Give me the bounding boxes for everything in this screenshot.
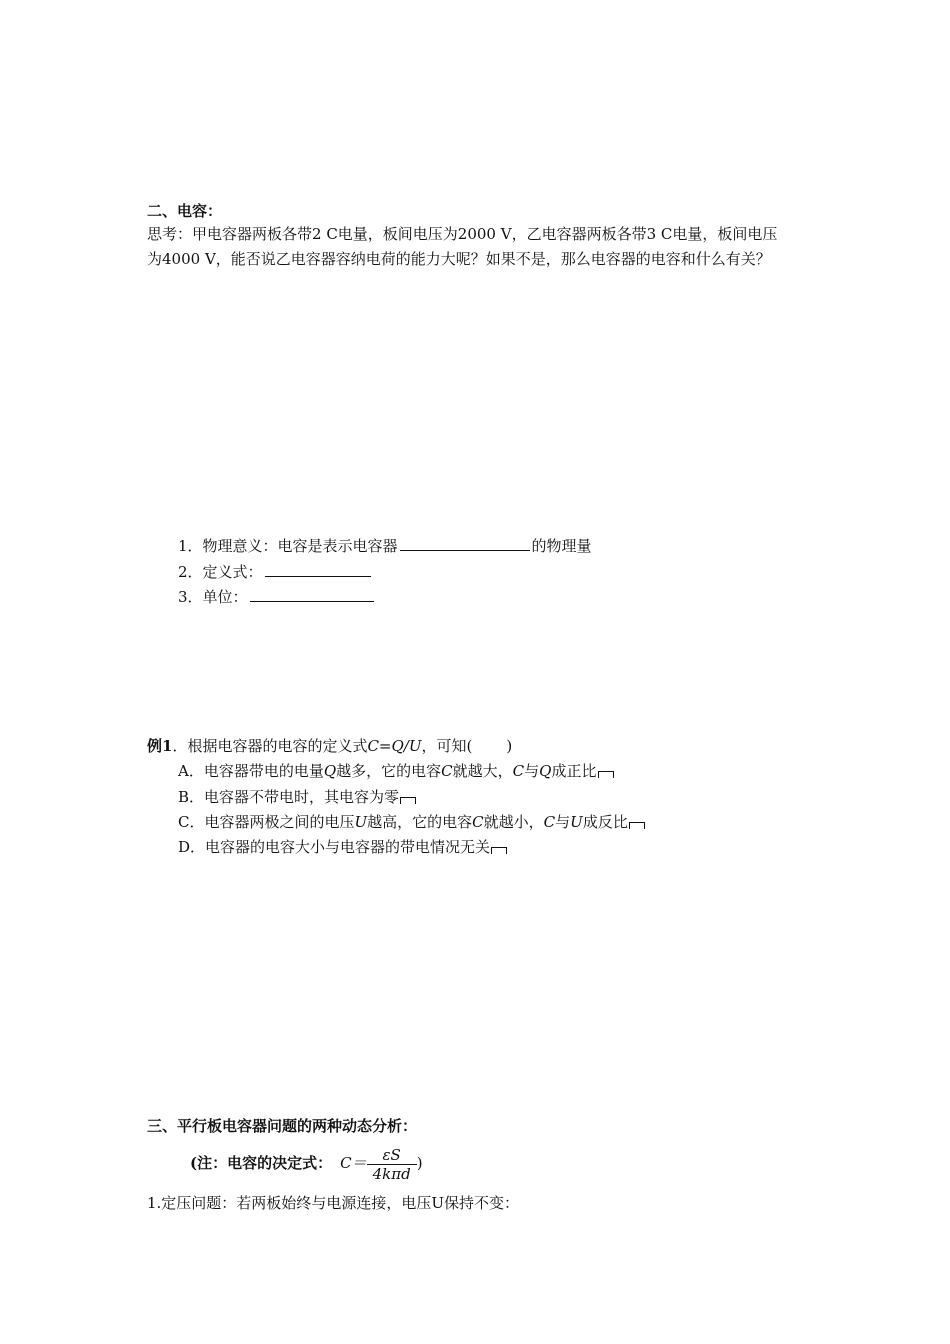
option-a-var-c: C [441,762,453,780]
option-b-text: B．电容器不带电时，其电容为零 [178,788,400,806]
option-a-var-q2: Q [539,762,552,780]
item-unit [178,585,376,608]
option-a-end-mark [598,771,614,778]
option-b-end-mark [400,797,416,804]
option-c-end-mark [629,822,645,829]
capacitance-fraction [367,1146,417,1183]
option-c-text-3: 就越小， [483,813,544,831]
item-2-blank[interactable] [265,560,371,577]
note-close: ) [416,1154,423,1172]
think-line-2: 为4000 V，能否说乙电容器容纳电荷的能力大呢？如果不是，那么电容器的电容和什么有关？ [147,250,771,268]
option-a-text: A．电容器带电的电量 [178,762,324,780]
option-c-var-c2: C [543,813,556,831]
section3-heading: 三、平行板电容器问题的两种动态分析： [147,1117,418,1135]
fraction-denominator: 4kπd [372,1164,411,1183]
option-b[interactable] [178,786,416,808]
example1-stem [147,735,512,757]
option-c-var-c: C [472,813,484,831]
note-open: (注：电容的决定式： [190,1154,333,1172]
option-a-text-2: 越多，它的电容 [336,762,442,780]
example1-stem-b: ，可知( [421,737,473,755]
option-a-var-q: Q [323,762,337,780]
example1-formula: C=Q/U [367,737,422,755]
option-a-text-4: 与 [524,762,540,780]
item-2-prefix: 2．定义式： [178,563,263,581]
option-c-text-4: 与 [555,813,571,831]
option-c-text-2: 越高，它的电容 [367,813,473,831]
option-c-text-5: 成反比 [582,813,628,831]
option-a[interactable] [178,760,614,782]
option-d-end-mark [491,847,507,854]
option-c-text: C．电容器两极之间的电压 [178,813,355,831]
item-1-suffix: 的物理量 [531,537,592,555]
fraction-numerator: εS [367,1146,417,1165]
item-1-blank[interactable] [400,534,530,551]
section2-heading: 二、电容： [147,202,223,220]
item-physical-meaning [178,534,592,557]
item-3-prefix: 3．单位： [178,588,248,606]
option-d-text: D．电容器的电容大小与电容器的带电情况无关 [178,838,491,856]
capacitance-note [190,1143,423,1183]
example1-stem-a: ．根据电容器的电容的定义式 [172,737,368,755]
option-a-var-c2: C [512,762,525,780]
option-c-var-u2: U [570,813,583,831]
option-c-var-u: U [354,813,368,831]
example1-stem-c: ) [506,737,513,755]
option-a-text-5: 成正比 [551,762,597,780]
item-1-prefix: 1．物理意义：电容是表示电容器 [178,537,398,555]
item-definition [178,560,373,583]
constant-voltage-case: 1.定压问题：若两板始终与电源连接，电压U保持不变： [147,1194,519,1212]
item-3-blank[interactable] [250,585,374,602]
note-lhs: C＝ [340,1154,367,1172]
option-d[interactable] [178,836,507,858]
example1-label: 例1 [147,737,173,755]
option-c[interactable] [178,811,645,833]
option-a-text-3: 就越大， [452,762,513,780]
think-line-1: 思考：甲电容器两板各带2 C电量，板间电压为2000 V，乙电容器两板各带3 C电量，板间电压 [147,225,778,243]
